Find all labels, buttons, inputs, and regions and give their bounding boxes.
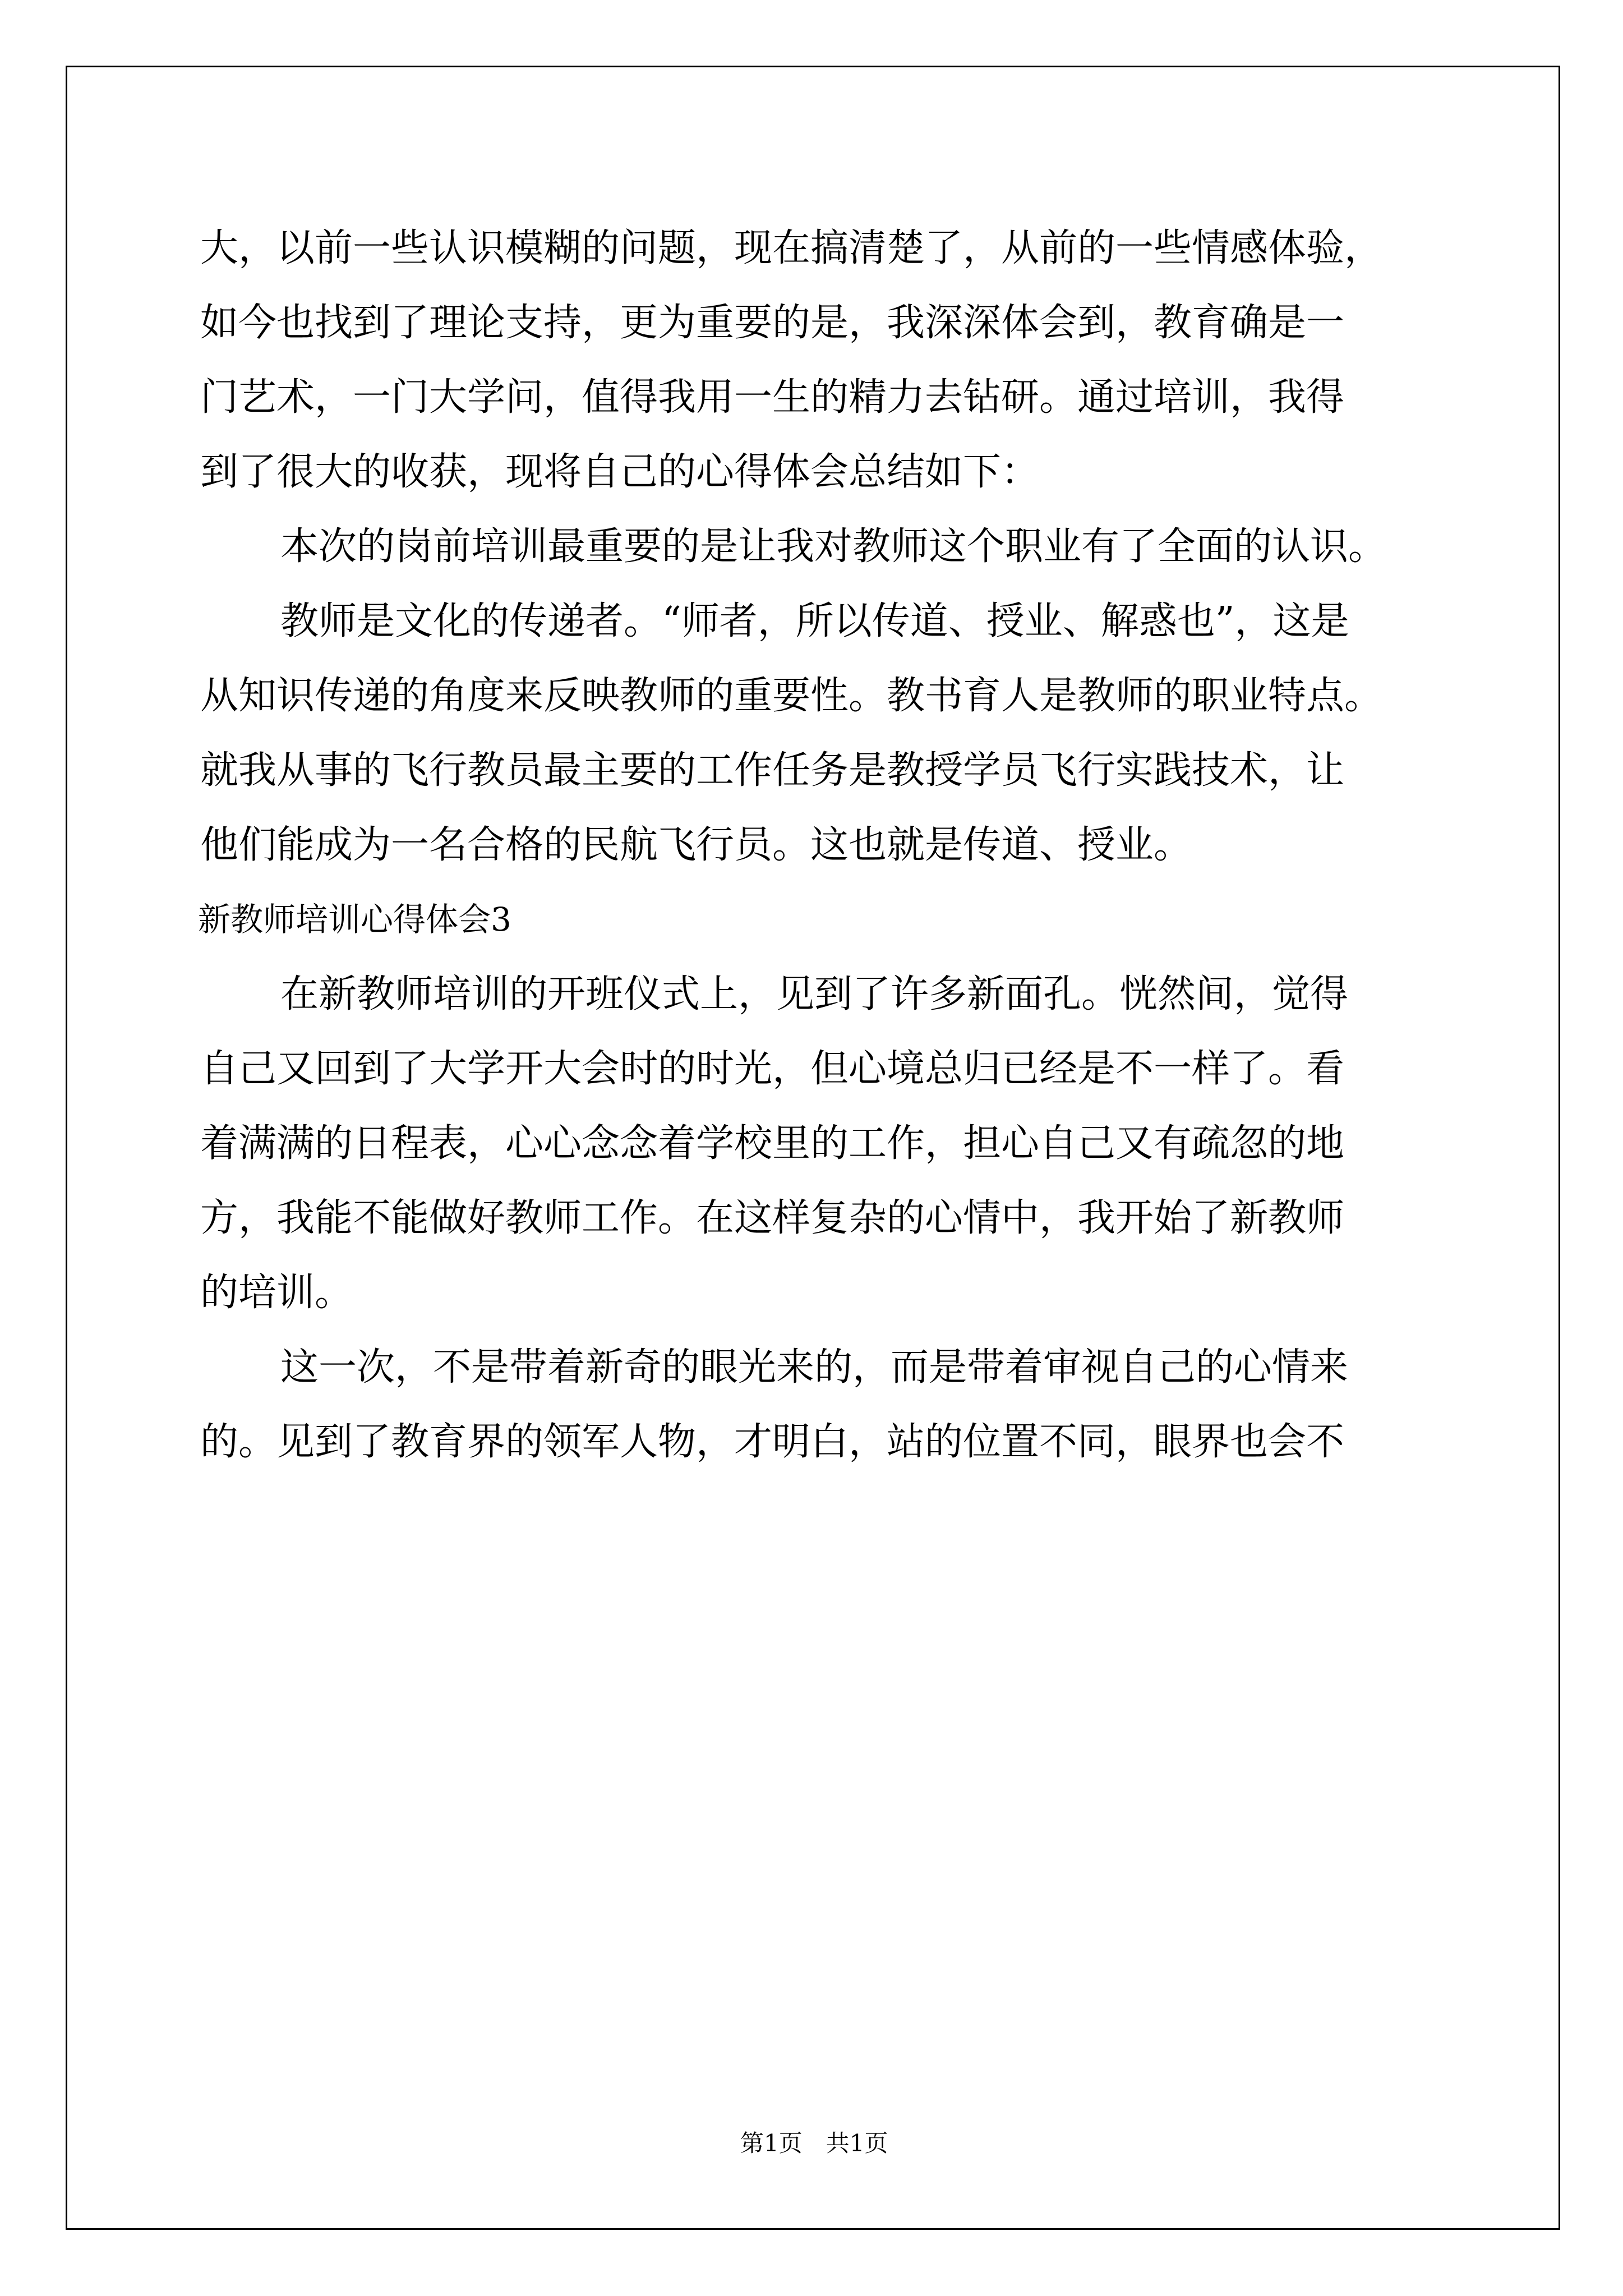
- page-footer: 第1页 共1页: [740, 2129, 888, 2157]
- body-line: 门艺术，一门大学问，值得我用一生的精力去钻研。通过培训，我得: [200, 375, 1345, 420]
- section-heading: 新教师培训心得体会3: [198, 900, 511, 938]
- body-line: 他们能成为一名合格的民航飞行员。这也就是传道、授业。: [200, 823, 1192, 867]
- body-line: 本次的岗前培训最重要的是让我对教师这个职业有了全面的认识。: [280, 524, 1387, 569]
- body-line: 教师是文化的传递者。“师者，所以传道、授业、解惑也”，这是: [280, 599, 1349, 643]
- body-line: 从知识传递的角度来反映教师的重要性。教书育人是教师的职业特点。: [200, 674, 1383, 718]
- body-line: 着满满的日程表，心心念念着学校里的工作，担心自己又有疏忽的地: [200, 1121, 1345, 1166]
- body-line: 的。见到了教育界的领军人物，才明白，站的位置不同，眼界也会不: [200, 1420, 1345, 1464]
- body-line: 在新教师培训的开班仪式上，见到了许多新面孔。恍然间，觉得: [280, 972, 1349, 1016]
- body-line: 这一次，不是带着新奇的眼光来的，而是带着审视自己的心情来: [280, 1345, 1349, 1389]
- body-line: 就我从事的飞行教员最主要的工作任务是教授学员飞行实践技术，让: [200, 748, 1345, 793]
- body-line: 的培训。: [200, 1271, 353, 1315]
- body-line: 到了很大的收获，现将自己的心得体会总结如下：: [200, 450, 1040, 494]
- body-line: 如今也找到了理论支持，更为重要的是，我深深体会到，教育确是一: [200, 301, 1345, 345]
- body-line: 大，以前一些认识模糊的问题，现在搞清楚了，从前的一些情感体验，: [200, 226, 1383, 270]
- body-line: 方，我能不能做好教师工作。在这样复杂的心情中，我开始了新教师: [200, 1196, 1345, 1240]
- body-line: 自己又回到了大学开大会时的时光，但心境总归已经是不一样了。看: [200, 1047, 1345, 1091]
